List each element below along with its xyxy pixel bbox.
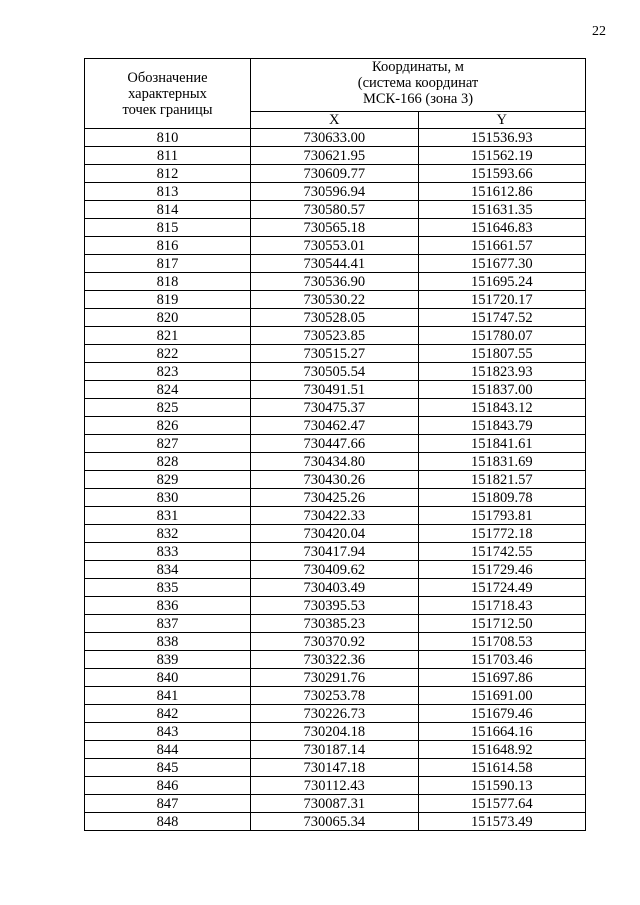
table-row <box>85 561 586 579</box>
table-row <box>85 291 586 309</box>
cell-y: 151807.55 <box>418 345 586 363</box>
header-coords-line-1: Координаты, м <box>372 59 464 75</box>
cell-y: 151793.81 <box>418 507 586 525</box>
cell-y: 151712.50 <box>418 615 586 633</box>
cell-x: 730147.18 <box>251 759 419 777</box>
header-coords-line-3: МСК-166 (зона 3) <box>362 91 474 107</box>
cell-x: 730596.94 <box>251 183 419 201</box>
cell-x: 730505.54 <box>251 363 419 381</box>
table-header <box>85 59 586 129</box>
table-row <box>85 327 586 345</box>
table-row <box>85 273 586 291</box>
cell-point: 815 <box>85 219 251 237</box>
cell-point: 839 <box>85 651 251 669</box>
table-row <box>85 507 586 525</box>
header-point-line-2: характерных <box>128 85 207 102</box>
cell-point: 845 <box>85 759 251 777</box>
table-row <box>85 723 586 741</box>
cell-x: 730395.53 <box>251 597 419 615</box>
table-row <box>85 669 586 687</box>
cell-point: 813 <box>85 183 251 201</box>
cell-point: 814 <box>85 201 251 219</box>
cell-x: 730609.77 <box>251 165 419 183</box>
cell-y: 151843.12 <box>418 399 586 417</box>
cell-x: 730226.73 <box>251 705 419 723</box>
cell-point: 841 <box>85 687 251 705</box>
cell-y: 151590.13 <box>418 777 586 795</box>
cell-x: 730565.18 <box>251 219 419 237</box>
table-row <box>85 165 586 183</box>
table-row <box>85 543 586 561</box>
table-row <box>85 219 586 237</box>
cell-y: 151577.64 <box>418 795 586 813</box>
cell-y: 151837.00 <box>418 381 586 399</box>
cell-y: 151677.30 <box>418 255 586 273</box>
cell-point: 835 <box>85 579 251 597</box>
table-row <box>85 471 586 489</box>
cell-x: 730291.76 <box>251 669 419 687</box>
cell-x: 730530.22 <box>251 291 419 309</box>
header-coords-line-2: (система координат <box>357 75 479 91</box>
cell-point: 818 <box>85 273 251 291</box>
cell-y: 151679.46 <box>418 705 586 723</box>
cell-point: 827 <box>85 435 251 453</box>
cell-y: 151724.49 <box>418 579 586 597</box>
cell-y: 151841.61 <box>418 435 586 453</box>
cell-point: 846 <box>85 777 251 795</box>
cell-point: 848 <box>85 813 251 831</box>
cell-point: 842 <box>85 705 251 723</box>
cell-point: 817 <box>85 255 251 273</box>
table-row <box>85 633 586 651</box>
cell-y: 151593.66 <box>418 165 586 183</box>
header-point-designation <box>85 59 251 129</box>
cell-x: 730370.92 <box>251 633 419 651</box>
cell-x: 730422.33 <box>251 507 419 525</box>
table-row <box>85 381 586 399</box>
cell-y: 151718.43 <box>418 597 586 615</box>
cell-x: 730112.43 <box>251 777 419 795</box>
cell-y: 151720.17 <box>418 291 586 309</box>
cell-x: 730515.27 <box>251 345 419 363</box>
table-row <box>85 741 586 759</box>
cell-x: 730409.62 <box>251 561 419 579</box>
table-row <box>85 399 586 417</box>
cell-point: 847 <box>85 795 251 813</box>
cell-y: 151648.92 <box>418 741 586 759</box>
cell-point: 838 <box>85 633 251 651</box>
cell-y: 151646.83 <box>418 219 586 237</box>
cell-x: 730420.04 <box>251 525 419 543</box>
table-row <box>85 435 586 453</box>
cell-x: 730434.80 <box>251 453 419 471</box>
cell-point: 844 <box>85 741 251 759</box>
cell-x: 730553.01 <box>251 237 419 255</box>
header-y: Y <box>418 112 586 129</box>
header-point-line-3: точек границы <box>122 101 213 118</box>
cell-x: 730253.78 <box>251 687 419 705</box>
cell-x: 730322.36 <box>251 651 419 669</box>
cell-point: 837 <box>85 615 251 633</box>
header-coordinates <box>251 59 586 112</box>
table-row <box>85 363 586 381</box>
table-row <box>85 255 586 273</box>
cell-point: 812 <box>85 165 251 183</box>
cell-y: 151742.55 <box>418 543 586 561</box>
table-row <box>85 777 586 795</box>
cell-y: 151536.93 <box>418 129 586 147</box>
cell-y: 151747.52 <box>418 309 586 327</box>
cell-x: 730462.47 <box>251 417 419 435</box>
cell-point: 810 <box>85 129 251 147</box>
cell-x: 730475.37 <box>251 399 419 417</box>
cell-point: 830 <box>85 489 251 507</box>
table-row <box>85 687 586 705</box>
cell-y: 151612.86 <box>418 183 586 201</box>
cell-point: 822 <box>85 345 251 363</box>
cell-y: 151614.58 <box>418 759 586 777</box>
cell-y: 151729.46 <box>418 561 586 579</box>
cell-y: 151821.57 <box>418 471 586 489</box>
table-row <box>85 345 586 363</box>
table-row <box>85 705 586 723</box>
table-row <box>85 525 586 543</box>
cell-point: 831 <box>85 507 251 525</box>
coordinates-table <box>84 58 586 831</box>
cell-y: 151708.53 <box>418 633 586 651</box>
cell-point: 825 <box>85 399 251 417</box>
cell-x: 730491.51 <box>251 381 419 399</box>
cell-point: 829 <box>85 471 251 489</box>
cell-point: 820 <box>85 309 251 327</box>
table-row <box>85 147 586 165</box>
table-row <box>85 309 586 327</box>
table-row <box>85 129 586 147</box>
cell-y: 151695.24 <box>418 273 586 291</box>
cell-x: 730536.90 <box>251 273 419 291</box>
table-row <box>85 759 586 777</box>
page-number: 22 <box>592 24 606 39</box>
cell-x: 730430.26 <box>251 471 419 489</box>
table-body <box>85 129 586 831</box>
cell-x: 730580.57 <box>251 201 419 219</box>
cell-x: 730403.49 <box>251 579 419 597</box>
cell-x: 730447.66 <box>251 435 419 453</box>
cell-x: 730621.95 <box>251 147 419 165</box>
table-row <box>85 237 586 255</box>
cell-y: 151809.78 <box>418 489 586 507</box>
cell-point: 826 <box>85 417 251 435</box>
cell-point: 816 <box>85 237 251 255</box>
table-row <box>85 417 586 435</box>
cell-y: 151573.49 <box>418 813 586 831</box>
cell-point: 833 <box>85 543 251 561</box>
cell-point: 832 <box>85 525 251 543</box>
cell-point: 823 <box>85 363 251 381</box>
cell-y: 151772.18 <box>418 525 586 543</box>
table-row <box>85 489 586 507</box>
cell-point: 843 <box>85 723 251 741</box>
cell-y: 151661.57 <box>418 237 586 255</box>
cell-x: 730528.05 <box>251 309 419 327</box>
cell-y: 151703.46 <box>418 651 586 669</box>
cell-x: 730385.23 <box>251 615 419 633</box>
cell-x: 730417.94 <box>251 543 419 561</box>
table-row <box>85 183 586 201</box>
cell-x: 730087.31 <box>251 795 419 813</box>
table-row <box>85 201 586 219</box>
cell-x: 730425.26 <box>251 489 419 507</box>
cell-x: 730523.85 <box>251 327 419 345</box>
table-row <box>85 597 586 615</box>
cell-point: 834 <box>85 561 251 579</box>
cell-point: 824 <box>85 381 251 399</box>
cell-y: 151664.16 <box>418 723 586 741</box>
cell-x: 730633.00 <box>251 129 419 147</box>
cell-x: 730065.34 <box>251 813 419 831</box>
table-row <box>85 615 586 633</box>
cell-y: 151697.86 <box>418 669 586 687</box>
cell-y: 151843.79 <box>418 417 586 435</box>
header-x: X <box>251 112 419 129</box>
cell-point: 811 <box>85 147 251 165</box>
table-row <box>85 453 586 471</box>
cell-point: 836 <box>85 597 251 615</box>
cell-y: 151691.00 <box>418 687 586 705</box>
cell-x: 730544.41 <box>251 255 419 273</box>
cell-y: 151831.69 <box>418 453 586 471</box>
cell-point: 840 <box>85 669 251 687</box>
cell-point: 819 <box>85 291 251 309</box>
cell-y: 151562.19 <box>418 147 586 165</box>
cell-x: 730187.14 <box>251 741 419 759</box>
table-row <box>85 651 586 669</box>
cell-point: 821 <box>85 327 251 345</box>
cell-y: 151823.93 <box>418 363 586 381</box>
cell-point: 828 <box>85 453 251 471</box>
header-point-line-1: Обозначение <box>127 69 208 86</box>
cell-x: 730204.18 <box>251 723 419 741</box>
table-row <box>85 795 586 813</box>
table-row <box>85 813 586 831</box>
cell-y: 151780.07 <box>418 327 586 345</box>
cell-y: 151631.35 <box>418 201 586 219</box>
table-row <box>85 579 586 597</box>
